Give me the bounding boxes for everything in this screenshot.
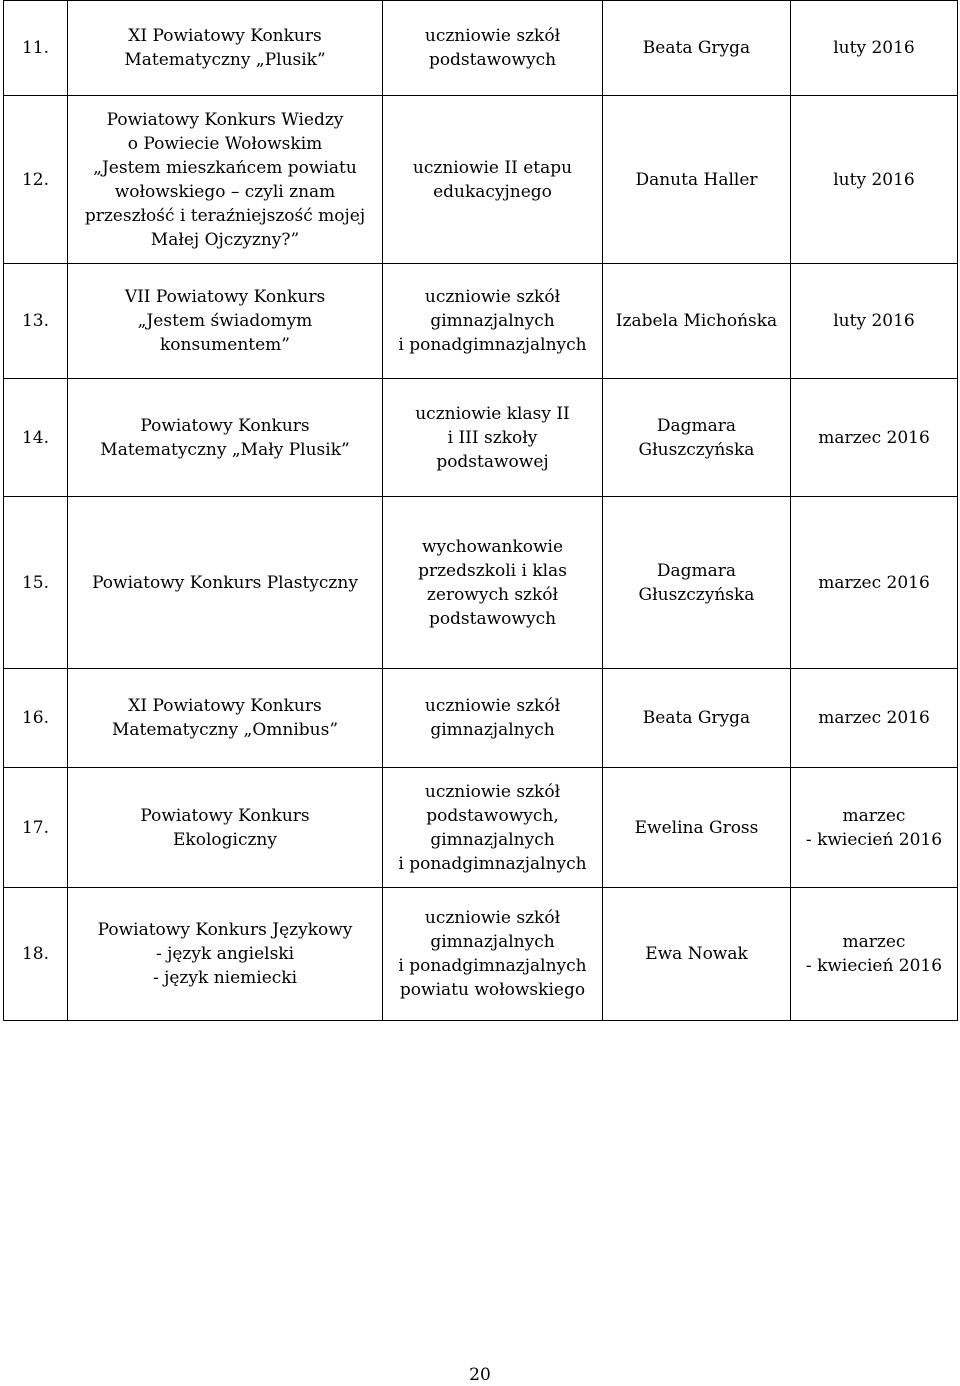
contest-name: XI Powiatowy Konkurs Matematyczny „Plusik”	[68, 1, 383, 96]
organizer: Ewelina Gross	[603, 768, 791, 888]
table-row	[4, 497, 958, 669]
contest-date: marzec 2016	[791, 379, 958, 497]
contest-date: marzec 2016	[791, 669, 958, 768]
contest-date: luty 2016	[791, 1, 958, 96]
contest-name: Powiatowy Konkurs Językowy - język angielski - język niemiecki	[68, 888, 383, 1021]
page-number: 20	[469, 1365, 491, 1385]
contest-date: marzec 2016	[791, 497, 958, 669]
row-number: 16.	[4, 669, 68, 768]
participants: uczniowie II etapu edukacyjnego	[383, 96, 603, 264]
participants: uczniowie klasy II i III szkoły podstawowej	[383, 379, 603, 497]
organizer: Ewa Nowak	[603, 888, 791, 1021]
contest-table	[3, 0, 958, 1021]
organizer: Beata Gryga	[603, 1, 791, 96]
contest-date: luty 2016	[791, 96, 958, 264]
row-number: 18.	[4, 888, 68, 1021]
organizer: Izabela Michońska	[603, 264, 791, 379]
organizer: Danuta Haller	[603, 96, 791, 264]
contest-date: marzec - kwiecień 2016	[791, 768, 958, 888]
table-row	[4, 1, 958, 96]
table-row	[4, 669, 958, 768]
participants: uczniowie szkół podstawowych	[383, 1, 603, 96]
participants: wychowankowie przedszkoli i klas zerowych szkół podstawowych	[383, 497, 603, 669]
participants: uczniowie szkół gimnazjalnych i ponadgimnazjalnych powiatu wołowskiego	[383, 888, 603, 1021]
participants: uczniowie szkół gimnazjalnych	[383, 669, 603, 768]
row-number: 13.	[4, 264, 68, 379]
contest-name: VII Powiatowy Konkurs „Jestem świadomym konsumentem”	[68, 264, 383, 379]
participants: uczniowie szkół podstawowych, gimnazjalnych i ponadgimnazjalnych	[383, 768, 603, 888]
contest-date: luty 2016	[791, 264, 958, 379]
contest-name: Powiatowy Konkurs Ekologiczny	[68, 768, 383, 888]
row-number: 14.	[4, 379, 68, 497]
row-number: 17.	[4, 768, 68, 888]
contest-date: marzec - kwiecień 2016	[791, 888, 958, 1021]
row-number: 15.	[4, 497, 68, 669]
contest-name: Powiatowy Konkurs Plastyczny	[68, 497, 383, 669]
table-row	[4, 264, 958, 379]
contest-name: Powiatowy Konkurs Matematyczny „Mały Plusik”	[68, 379, 383, 497]
participants: uczniowie szkół gimnazjalnych i ponadgimnazjalnych	[383, 264, 603, 379]
organizer: Dagmara Głuszczyńska	[603, 379, 791, 497]
organizer: Dagmara Głuszczyńska	[603, 497, 791, 669]
contest-name: Powiatowy Konkurs Wiedzy o Powiecie Wołowskim „Jestem mieszkańcem powiatu wołowskiego – czyli znam przeszłość i teraźniejszość mojej Małej Ojczyzny?”	[68, 96, 383, 264]
row-number: 12.	[4, 96, 68, 264]
table-row	[4, 96, 958, 264]
contest-name: XI Powiatowy Konkurs Matematyczny „Omnibus”	[68, 669, 383, 768]
row-number: 11.	[4, 1, 68, 96]
table-row	[4, 768, 958, 888]
organizer: Beata Gryga	[603, 669, 791, 768]
table-row	[4, 379, 958, 497]
table-row	[4, 888, 958, 1021]
